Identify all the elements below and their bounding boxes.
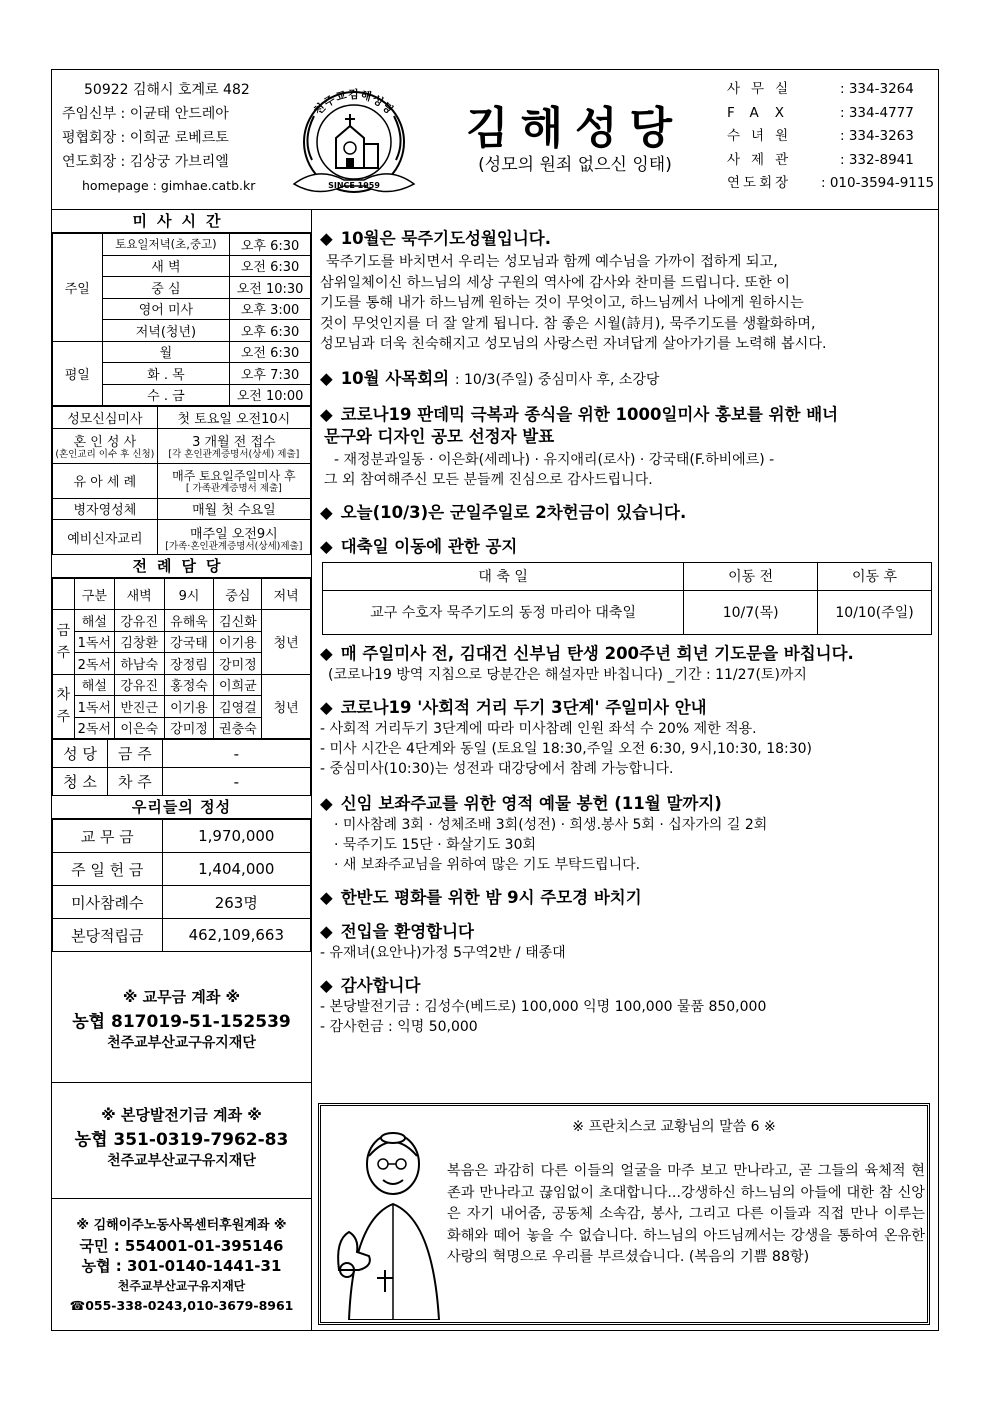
notice-1-title: ◆ 10월은 묵주기도성월입니다. (320, 229, 552, 248)
divider (52, 1198, 311, 1199)
contact-row: 수녀원 : 334-3263 (727, 128, 914, 144)
column-divider (311, 209, 312, 1331)
pope-quote-text: 복음은 과감히 다른 이들의 얼굴을 마주 보고 만나라고, 곧 그들의 육체적 현존과 만나라고 끊임없이 초대합니다...강생하신 하느님의 아들에 대한 참 신앙은 자기 내어줌, 공동체 소속감, 봉사, 그리고 다른 이들과 직접 만나 이루는 화해와 떼어 놓을 수 없습니다. 하느님의 아드님께서는 강생을 통하여 온유한 사랑의 혁명으로 우리를 부르셨습니다. (복음의 기쁨 88항) (447, 1163, 925, 1265)
notice-11-title: ◆ 감사합니다 (320, 975, 421, 995)
feast-table: 대 축 일 이동 전 이동 후 교구 수호자 묵주기도의 동정 마리아 대축일 10/7(목) 10/10(주일) (322, 562, 932, 635)
offering-title: 우리들의 정성 (52, 796, 311, 819)
page-subtitle: (성모의 원죄 없으신 잉태) (478, 155, 672, 175)
priest: 주임신부 : 이균태 안드레아 (62, 106, 229, 122)
logo-text: 천주교김해성당 (311, 88, 397, 118)
mass-title: 미사시간 (52, 210, 311, 233)
homepage: homepage : gimhae.catb.kr (82, 178, 256, 193)
notice-7-title: ◆ 코로나19 '사회적 거리 두기 3단계' 주일미사 안내 (320, 697, 707, 717)
header-info (62, 78, 255, 198)
pope-illustration-icon (329, 1120, 447, 1320)
contacts (727, 78, 937, 196)
contact-row: 사무실 : 334-3264 (727, 81, 914, 97)
cleaning-table: 성 당 금 주 - 청 소 차 주 - (52, 739, 311, 796)
youth-president: 연도회장 : 김상궁 가브리엘 (62, 154, 229, 170)
notice-6-title: ◆ 매 주일미사 전, 김대건 신부님 탄생 200주년 희년 기도문을 바칩니다. (320, 643, 854, 663)
logo-since: SINCE 1959 (328, 181, 380, 190)
church-logo-icon (288, 80, 420, 200)
notice-3-title: ◆ 코로나19 판데믹 극복과 종식을 위한 1000일미사 홍보를 위한 배너 (320, 404, 839, 424)
contact-row: FAX : 334-4777 (727, 104, 914, 121)
notice-9-title: ◆ 한반도 평화를 위한 밤 9시 주모경 바치기 (320, 887, 642, 907)
duty-title: 전례담당 (52, 555, 311, 578)
council-president: 평협회장 : 이희균 로베르토 (62, 130, 229, 146)
notice-2-title: ◆ 10월 사목회의 : 10/3(주일) 중심미사 후, 소강당 (320, 368, 660, 388)
duty-table: 구분 새벽 9시 중심 저녁 금주 해설 강유진 유해욱 김신화 청년 1독서 김창환 강국태 이기용 2독서 하남숙 장정림 강미정 차주 해설 강유진 홍정숙 이희균 청년 1독서 반진근 이기용 김영걸 2독서 이은숙 강미정 권충숙 (52, 578, 311, 739)
account-block-1: ※ 교무금 계좌 ※ 농협 817019-51-152539 천주교부산교구유지재단 (72, 988, 291, 1051)
sidebar (52, 210, 311, 952)
pope-quote-box (318, 1103, 930, 1325)
divider (52, 1082, 311, 1083)
sacrament-table: 성모신심미사 첫 토요일 오전10시 혼 인 성 사 (혼인교리 이수 후 신청) 3 개월 전 접수 [각 혼인관계증명서(상세) 제출] 유 아 세 례 매주 토요일주일미사 후 [ 가족관계증명서 제출] 병자영성체 매월 첫 수요일 예비신자교리 매주일 오전9시 [가족·혼인관계증명서(상세)제출] (52, 406, 311, 555)
account-block-3: ※ 김해이주노동사목센터후원계좌 ※ 국민 : 554001-01-395146 농협 : 301-0140-1441-31 천주교부산교구유지재단 ☎055-338-0243,010-3679-8961 (69, 1218, 294, 1313)
offering-table: 교 무 금 1,970,000 주 일 헌 금 1,404,000 미사참례수 263명 본당적립금 462,109,663 (52, 819, 311, 952)
notice-8-title: ◆ 신임 보좌주교를 위한 영적 예물 봉헌 (11월 말까지) (320, 793, 722, 813)
notices: ◆ 10월은 묵주기도성월입니다. 묵주기도를 바치면서 우리는 성모님과 함께 예수님을 가까이 접하게 되고, 삼위일체이신 하느님의 세상 구원의 역사에 감사와 찬미를 드립니다. 또한 이 기도를 통해 내가 하느님께 원하는 것이 무엇이고, 하느님께서 나에게 원하시는 것이 무엇인지를 더 잘 알게 됩니다. 참 좋은 시월(詩月), 묵주기도를 생활화하며, 성모님과 더욱 친숙해지고 성모님의 사랑스런 자녀답게 살아가기를 노력해 봅시다. ◆ 10월 사목회의 : 10/3(주일) 중심미사 후, 소강당 ◆ 코로나19 판데믹 극복과 종식을 위한 1000일미사 홍보를 위한 배너 문구와 디자인 공모 선정자 발표 - 재정분과일동 · 이은화(세레나) · 유지애리(로사) · 강국태(F.하비에르) - 그 외 참여해주신 모든 분들께 진심으로 감사드립니다. ◆ 오늘(10/3)은 군일주일로 2차헌금이 있습니다. ◆ 대축일 이동에 관한 공지 대 축 일 이동 전 이동 후 교구 수호자 묵주기도의 동정 마리아 대축일 10/7(목) 10/10(주일) ◆ 매 주일미사 전, 김대건 신부님 탄생 200주년 희년 기도문을 바칩니다. (코로나19 방역 지침으로 당분간은 해설자만 바칩니다) _기간 : 11/27(토)까지 ◆ 코로나19 '사회적 거리 두기 3단계' 주일미사 안내 - 사회적 거리두기 3단계에 따라 미사참례 인원 좌석 수 20% 제한 적용. - 미사 시간은 4단계와 동일 (토요일 18:30,주일 오전 6:30, 9시,10:30, 18:30) - 중심미사(10:30)는 성전과 대강당에서 참례 가능합니다. ◆ 신임 보좌주교를 위한 영적 예물 봉헌 (11월 말까지) · 미사참례 3회 · 성체조배 3회(성전) · 희생.봉사 5회 · 십자가의 길 2회 · 묵주기도 15단 · 화살기도 30회 · 새 보좌주교님을 위하여 많은 기도 부탁드립니다. ◆ 한반도 평화를 위한 밤 9시 주모경 바치기 ◆ 전입을 환영합니다 - 유재녀(요안나)가정 5구역2반 / 태종대 ◆ 감사합니다 - 본당발전기금 : 김성수(베드로) 100,000 익명 100,000 물품 850,000 - 감사헌금 : 익명 50,000 (320, 228, 932, 1037)
contact-row: 연도회장 : 010-3594-9115 (727, 175, 935, 191)
pope-quote-title: ※ 프란치스코 교황님의 말씀 6 ※ (572, 1119, 776, 1135)
mass-table: 주일 토요일저녁(초,중고) 오후 6:30 새 벽 오전 6:30 중 심 오전 10:30 영어 미사 오후 3:00 저녁(청년) 오후 6:30 평일 월 오전 6:30 화 . 목 오후 7:30 수 . 금 오전 10:00 (52, 233, 311, 406)
notice-4-title: ◆ 오늘(10/3)은 군일주일로 2차헌금이 있습니다. (320, 502, 687, 522)
address: 50922 김해시 호계로 482 (84, 82, 250, 98)
notice-10-title: ◆ 전입을 환영합니다 (320, 921, 474, 941)
notice-5-title: ◆ 대축일 이동에 관한 공지 (320, 536, 518, 556)
contact-row: 사제관 : 332-8941 (727, 151, 914, 168)
account-block-2: ※ 본당발전기금 계좌 ※ 농협 351-0319-7962-83 천주교부산교구유지재단 (74, 1106, 289, 1169)
page-title: 김해성당 (465, 103, 684, 154)
